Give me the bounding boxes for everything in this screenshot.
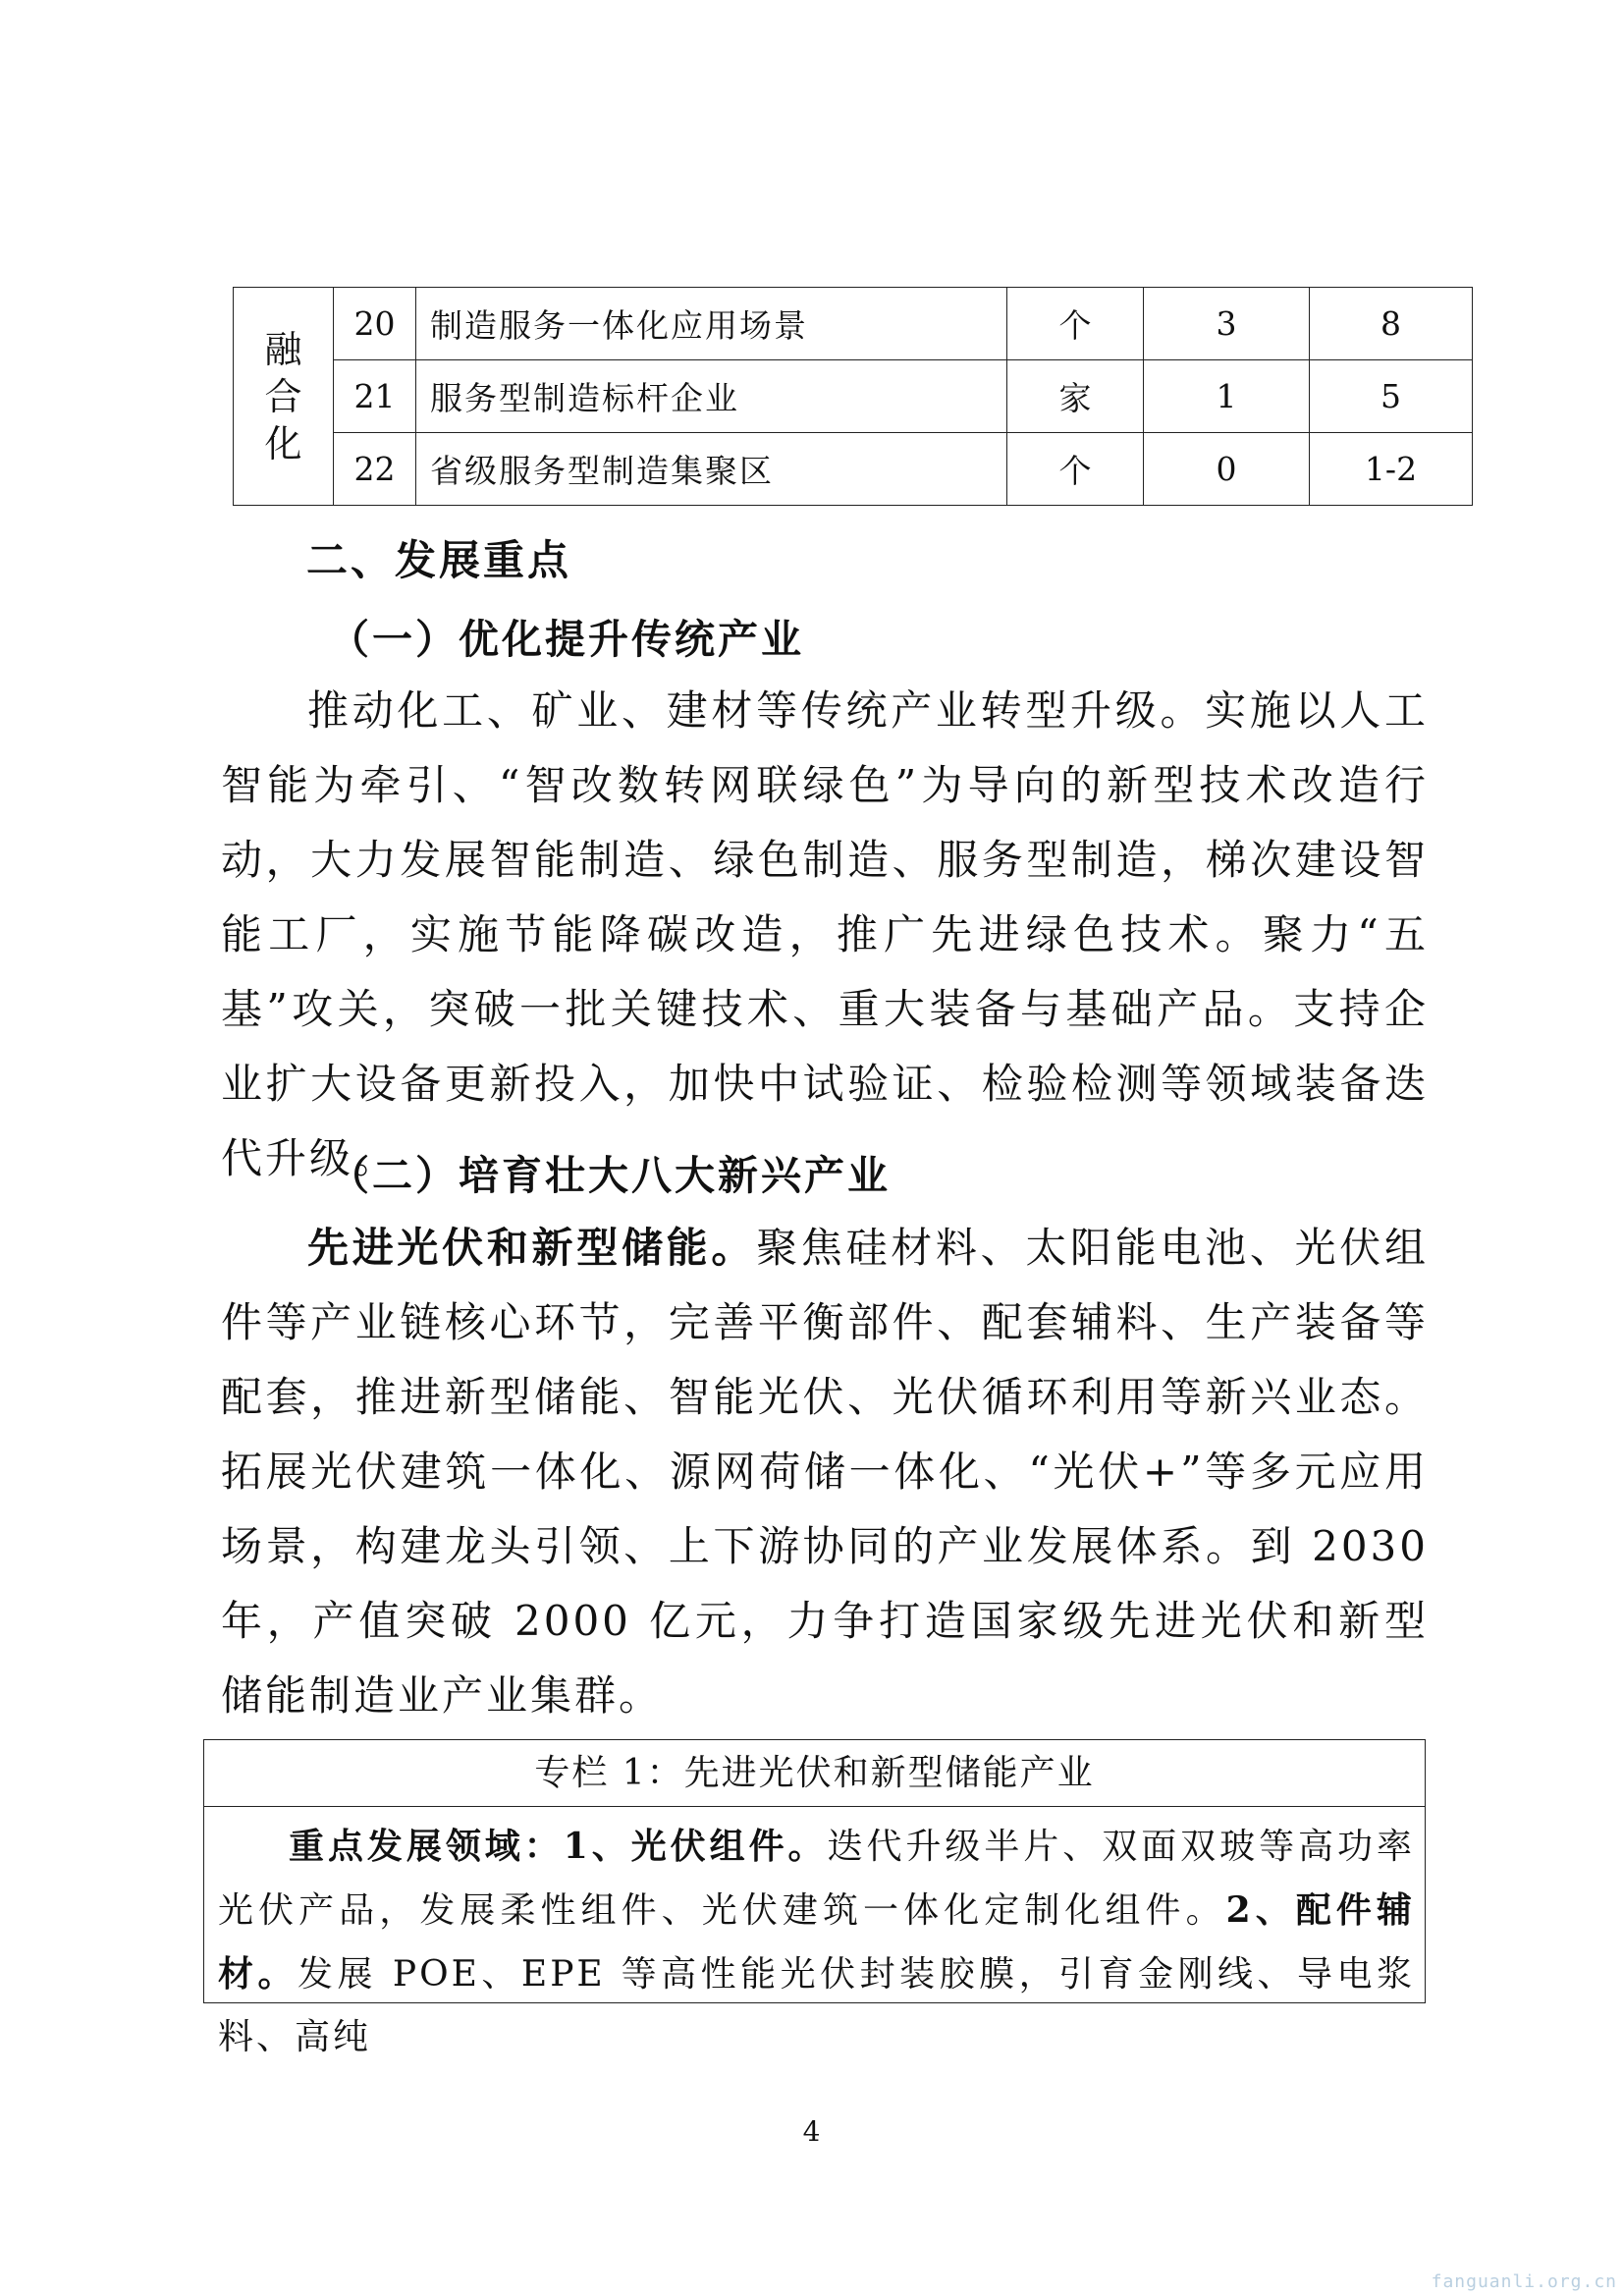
base-value: 3 bbox=[1144, 288, 1310, 360]
box-label: 重点发展领域： bbox=[289, 1826, 564, 1867]
base-value: 0 bbox=[1144, 433, 1310, 506]
base-value: 1 bbox=[1144, 360, 1310, 433]
unit-cell: 个 bbox=[1007, 288, 1144, 360]
box-item2-text: 发展 POE、EPE 等高性能光伏封装胶膜，引育金刚线、导电浆料、高纯 bbox=[218, 1954, 1415, 2057]
indicator-name: 省级服务型制造集聚区 bbox=[416, 433, 1007, 506]
row-number: 20 bbox=[334, 288, 416, 360]
paragraph-photovoltaic bbox=[221, 1211, 1429, 1733]
target-value: 1-2 bbox=[1310, 433, 1473, 506]
category-char: 化 bbox=[264, 421, 302, 465]
category-char: 融 bbox=[264, 327, 302, 371]
indicator-name: 服务型制造标杆企业 bbox=[416, 360, 1007, 433]
watermark: fanguanli.org.cn bbox=[1431, 2271, 1617, 2292]
paragraph-traditional-industry: 推动化工、矿业、建材等传统产业转型升级。实施以人工智能为牵引、“智改数转网联绿色”为导向的新型技术改造行动，大力发展智能制造、绿色制造、服务型制造，梯次建设智能工厂，实施节能降碳改造，推广先进绿色技术。聚力“五基”攻关，突破一批关键技术、重大装备与基础产品。支持企业扩大设备更新投入，加快中试验证、检验检测等领域装备迭代升级。 bbox=[221, 686, 1429, 1182]
indicator-name: 制造服务一体化应用场景 bbox=[416, 288, 1007, 360]
box-item1-text: 迭代升级半片、双面双玻等高功率光伏产品，发展柔性组件、光伏建筑一体化定制化组件。 bbox=[218, 1827, 1415, 1931]
page-number: 4 bbox=[802, 2115, 821, 2148]
box-title: 专栏 1：先进光伏和新型储能产业 bbox=[204, 1740, 1425, 1807]
table-row bbox=[234, 433, 1473, 506]
section-heading: 二、发展重点 bbox=[306, 536, 572, 584]
box-item2-title: 2、配件辅材。 bbox=[218, 1889, 1415, 1995]
table-row bbox=[234, 360, 1473, 433]
target-value: 8 bbox=[1310, 288, 1473, 360]
category-char: 合 bbox=[264, 374, 302, 418]
unit-cell: 个 bbox=[1007, 433, 1144, 506]
paragraph-body: 聚焦硅材料、太阳能电池、光伏组件等产业链核心环节，完善平衡部件、配套辅料、生产装备等配套，推进新型储能、智能光伏、光伏循环利用等新兴业态。拓展光伏建筑一体化、源网荷储一体化、“光伏+”等多元应用场景，构建龙头引领、上下游协同的产业发展体系。到 2030 年，产值突破 2000 亿元，力争打造国家级先进光伏和新型储能制造业产业集群。 bbox=[221, 1224, 1429, 1720]
category-cell bbox=[234, 288, 334, 506]
unit-cell: 家 bbox=[1007, 360, 1144, 433]
indicator-table bbox=[233, 287, 1473, 506]
box-item1-title: 1、光伏组件。 bbox=[563, 1826, 828, 1867]
table-row bbox=[234, 288, 1473, 360]
subsection-heading-2: （二）培育壮大八大新兴产业 bbox=[329, 1152, 891, 1199]
target-value: 5 bbox=[1310, 360, 1473, 433]
box-body bbox=[204, 1807, 1425, 2069]
paragraph-lead: 先进光伏和新型储能。 bbox=[307, 1224, 757, 1272]
row-number: 21 bbox=[334, 360, 416, 433]
row-number: 22 bbox=[334, 433, 416, 506]
subsection-heading-1: （一）优化提升传统产业 bbox=[329, 616, 804, 663]
column-box bbox=[203, 1739, 1426, 2057]
